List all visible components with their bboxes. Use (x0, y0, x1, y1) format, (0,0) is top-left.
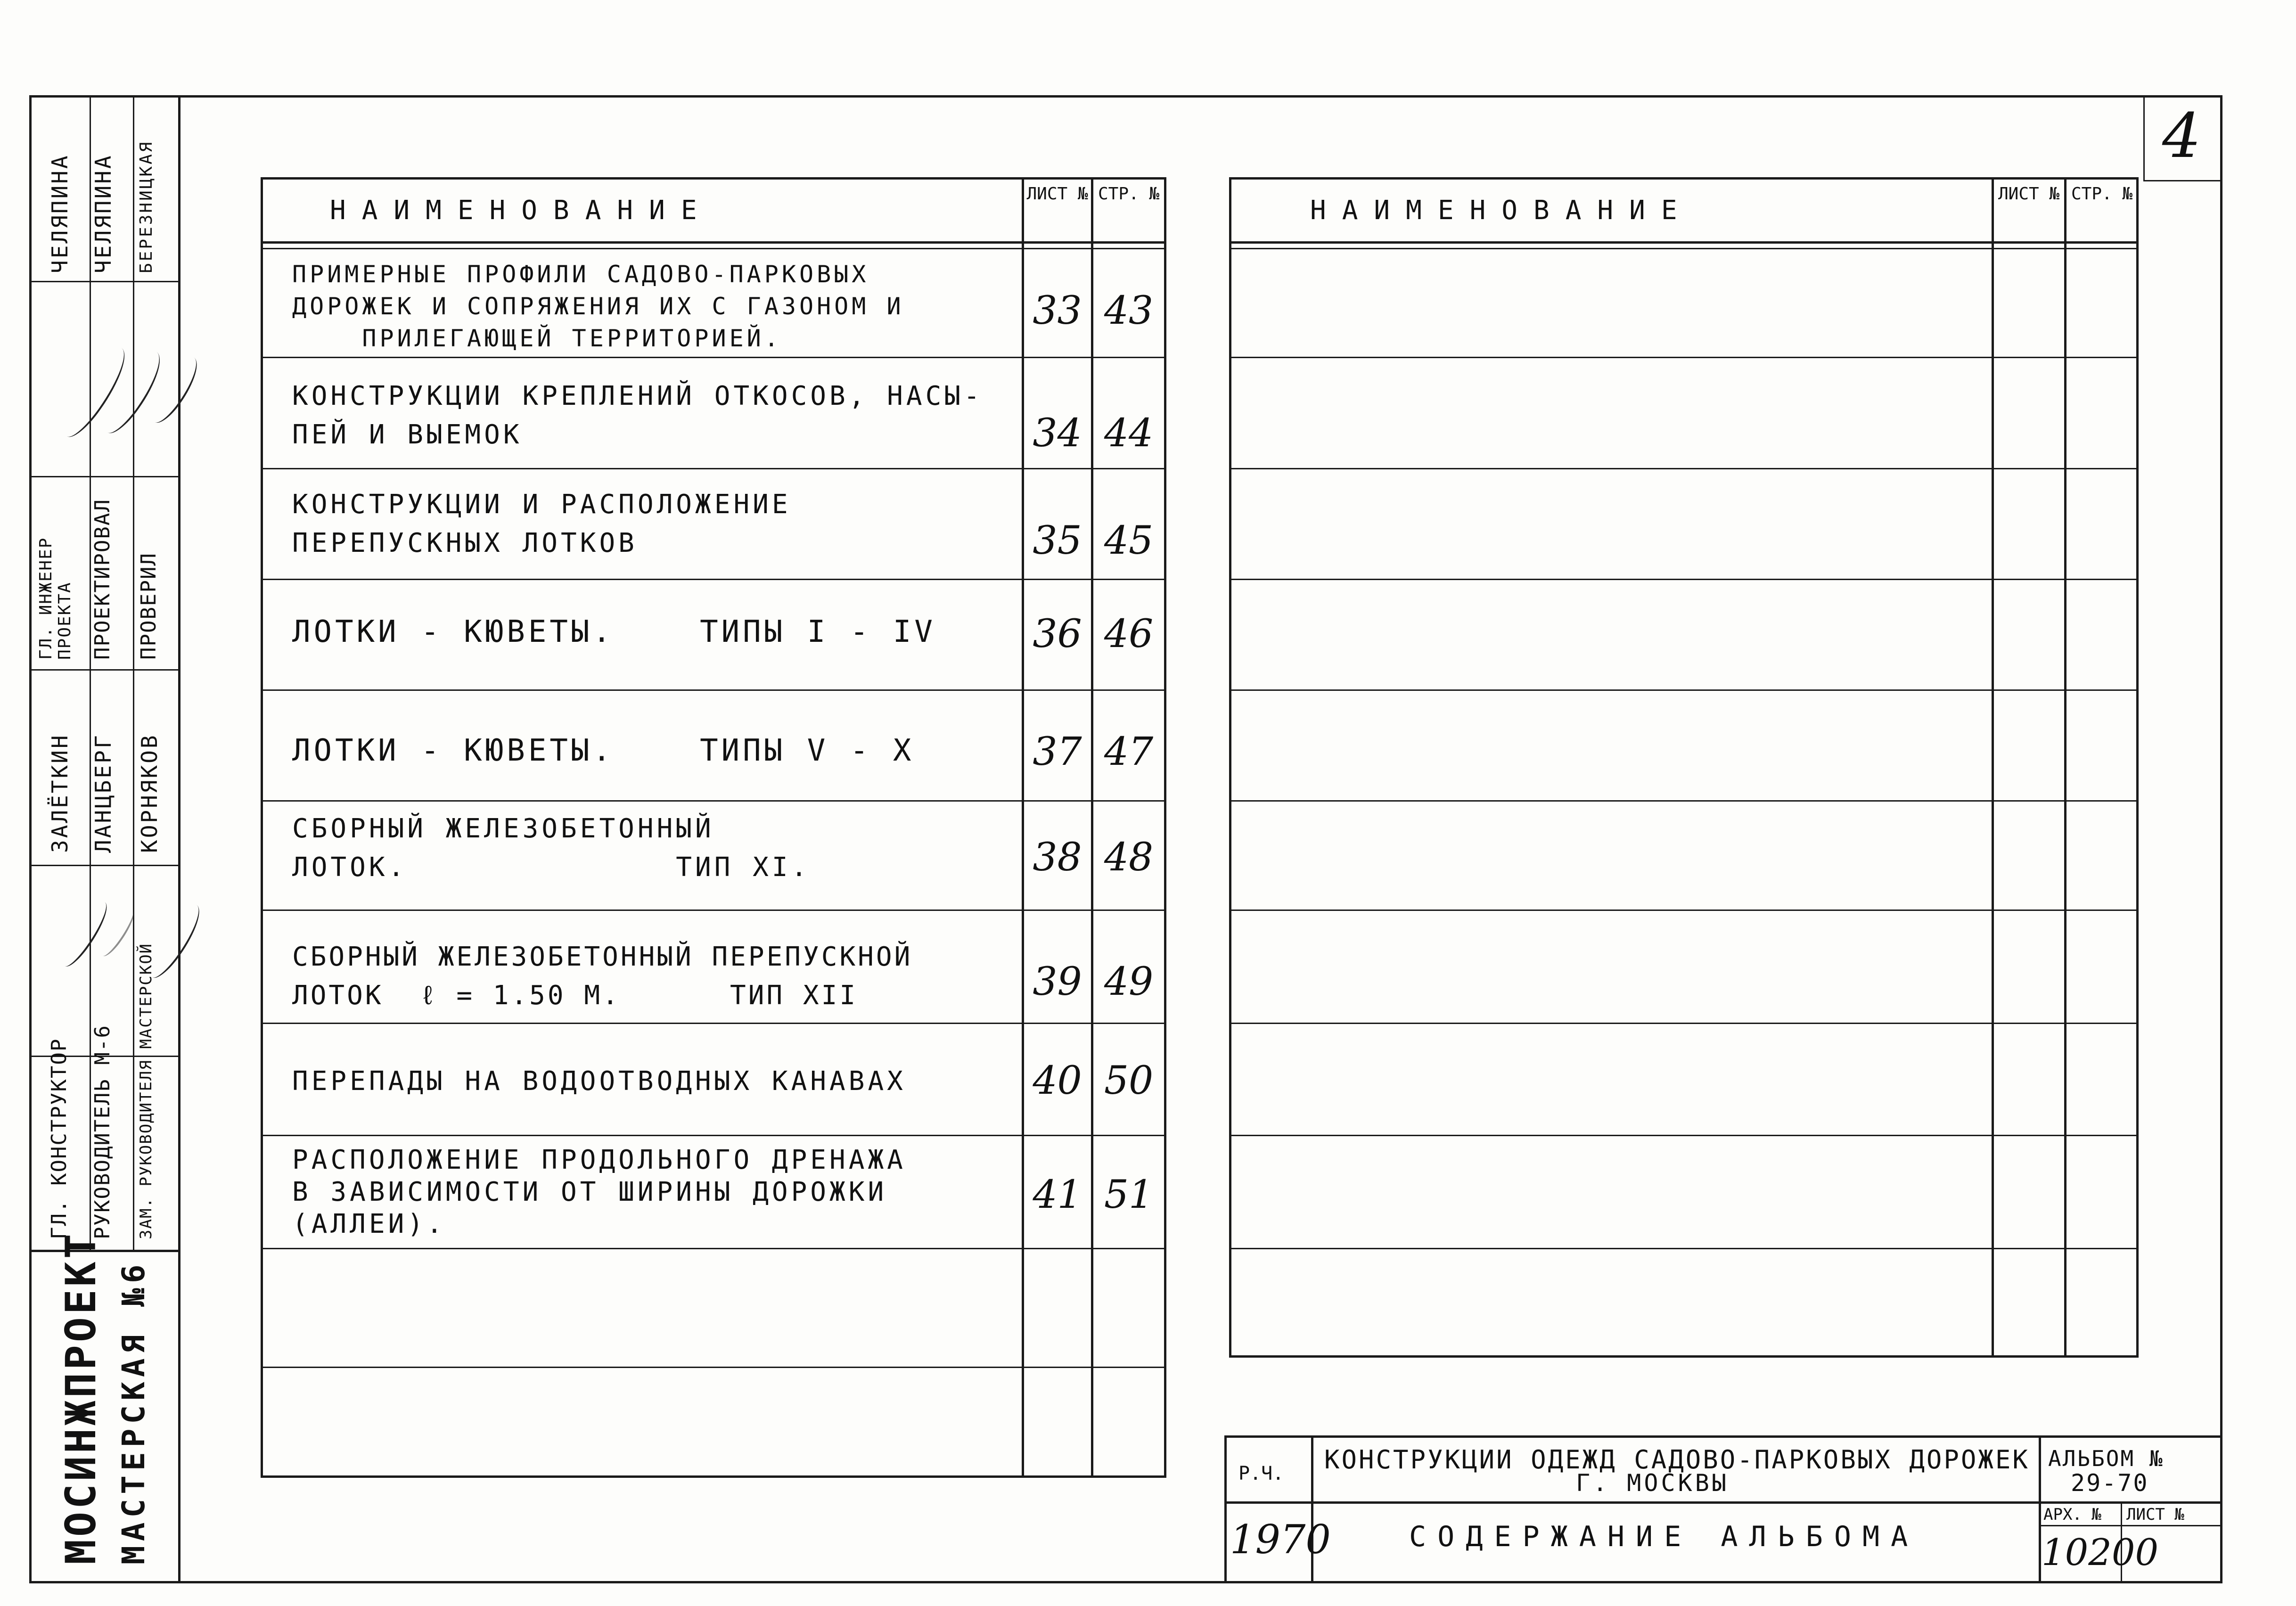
row-4-name: ЛОТКИ - КЮВЕТЫ. ТИПЫ I - IV (292, 615, 936, 649)
year: 1970 (1230, 1516, 1331, 1563)
role-chief-engineer: ГЛ. ИНЖЕНЕР ПРОЕКТА (36, 537, 74, 660)
row-9-page: 51 (1104, 1172, 1154, 1217)
album-label: АЛЬБОМ № (2048, 1446, 2164, 1471)
album-number: 29-70 (2071, 1469, 2149, 1497)
project-city: Г. МОСКВЫ (1576, 1469, 1729, 1497)
row-8-sheet: 40 (1033, 1058, 1082, 1103)
right-header-page: СТР. № (2071, 184, 2133, 204)
row-6-name: СБОРНЫЙ ЖЕЛЕЗОБЕТОННЫЙ ЛОТОК. ТИП XI. (292, 813, 811, 883)
row-7-sheet: 39 (1033, 959, 1082, 1004)
stamp-divider (178, 95, 180, 1583)
row-2-sheet: 34 (1033, 411, 1082, 456)
name-chelyapina-2: ЧЕЛЯПИНА (90, 154, 116, 273)
arch-label: АРХ. № (2043, 1505, 2101, 1524)
row-1-name: ПРИМЕРНЫЕ ПРОФИЛИ САДОВО-ПАРКОВЫХ ДОРОЖЕК И СОПРЯЖЕНИЯ ИХ С ГАЗОНОМ И ПРИЛЕГАЮЩЕЙ ТЕРРИТОРИЕЙ. (292, 261, 904, 352)
row-8-name: ПЕРЕПАДЫ НА ВОДООТВОДНЫХ КАНАВАХ (292, 1066, 906, 1097)
row-1-page: 43 (1104, 288, 1154, 333)
arch-number: 10200 (2042, 1532, 2159, 1574)
sheet-no-label: ЛИСТ № (2126, 1505, 2184, 1524)
name-zaletkin: ЗАЛЁТКИН (47, 733, 73, 853)
row-3-sheet: 35 (1033, 518, 1082, 563)
left-header-page: СТР. № (1098, 184, 1160, 204)
role-chief-designer: ГЛ. КОНСТРУКТОР (47, 1038, 71, 1239)
role-checked: ПРОВЕРИЛ (137, 552, 161, 660)
row-5-page: 47 (1104, 729, 1154, 774)
page-number-box-left (2143, 95, 2145, 181)
name-kornyakov: КОРНЯКОВ (137, 733, 162, 853)
role-m6-head: РУКОВОДИТЕЛЬ М-6 (90, 1024, 115, 1239)
right-header-name: НАИМЕНОВАНИЕ (1310, 195, 1693, 226)
row-5-name: ЛОТКИ - КЮВЕТЫ. ТИПЫ V - X (292, 733, 915, 768)
row-9-name: РАСПОЛОЖЕНИЕ ПРОДОЛЬНОГО ДРЕНАЖА В ЗАВИСИМОСТИ ОТ ШИРИНЫ ДОРОЖКИ (АЛЛЕИ). (292, 1145, 906, 1239)
stamp-org: МОСИНЖПРОЕКТ (57, 1231, 105, 1565)
row-2-page: 44 (1104, 411, 1154, 456)
row-1-sheet: 33 (1033, 288, 1082, 333)
name-lantsberg: ЛАНЦБЕРГ (90, 733, 116, 853)
sheet-title: СОДЕРЖАНИЕ АЛЬБОМА (1409, 1520, 1919, 1553)
row-5-sheet: 37 (1033, 729, 1082, 774)
row-3-name: КОНСТРУКЦИИ И РАСПОЛОЖЕНИЕ ПЕРЕПУСКНЫХ ЛОТКОВ (292, 489, 791, 558)
row-6-page: 48 (1104, 835, 1154, 880)
rch-label: Р.Ч. (1238, 1463, 1284, 1484)
row-4-sheet: 36 (1033, 612, 1082, 656)
row-6-sheet: 38 (1033, 835, 1082, 880)
role-designed: ПРОЕКТИРОВАЛ (90, 499, 115, 660)
row-4-page: 46 (1104, 612, 1154, 656)
role-deputy-head: ЗАМ. РУКОВОДИТЕЛЯ МАСТЕРСКОЙ (137, 942, 156, 1239)
name-bereznitskaya: БЕРЕЗНИЦКАЯ (137, 140, 156, 273)
row-8-page: 50 (1104, 1058, 1154, 1103)
name-chelyapina-1: ЧЕЛЯПИНА (47, 154, 73, 273)
right-header-sheet: ЛИСТ № (1998, 184, 2060, 204)
project-title: КОНСТРУКЦИИ ОДЕЖД САДОВО-ПАРКОВЫХ ДОРОЖЕК (1324, 1445, 2030, 1475)
row-7-page: 49 (1104, 959, 1154, 1004)
left-header-sheet: ЛИСТ № (1026, 184, 1088, 204)
row-9-sheet: 41 (1033, 1172, 1082, 1217)
row-3-page: 45 (1104, 518, 1154, 563)
page-number: 4 (2162, 100, 2201, 172)
page-number-box-bottom (2143, 180, 2222, 181)
row-7-name: СБОРНЫЙ ЖЕЛЕЗОБЕТОННЫЙ ПЕРЕПУСКНОЙ ЛОТОК ℓ = 1.50 М. ТИП XII (292, 942, 913, 1011)
stamp-workshop: МАСТЕРСКАЯ №6 (115, 1260, 152, 1565)
row-2-name: КОНСТРУКЦИИ КРЕПЛЕНИЙ ОТКОСОВ, НАСЫ- ПЕЙ И ВЫЕМОК (292, 381, 983, 450)
left-header-name: НАИМЕНОВАНИЕ (330, 195, 713, 226)
